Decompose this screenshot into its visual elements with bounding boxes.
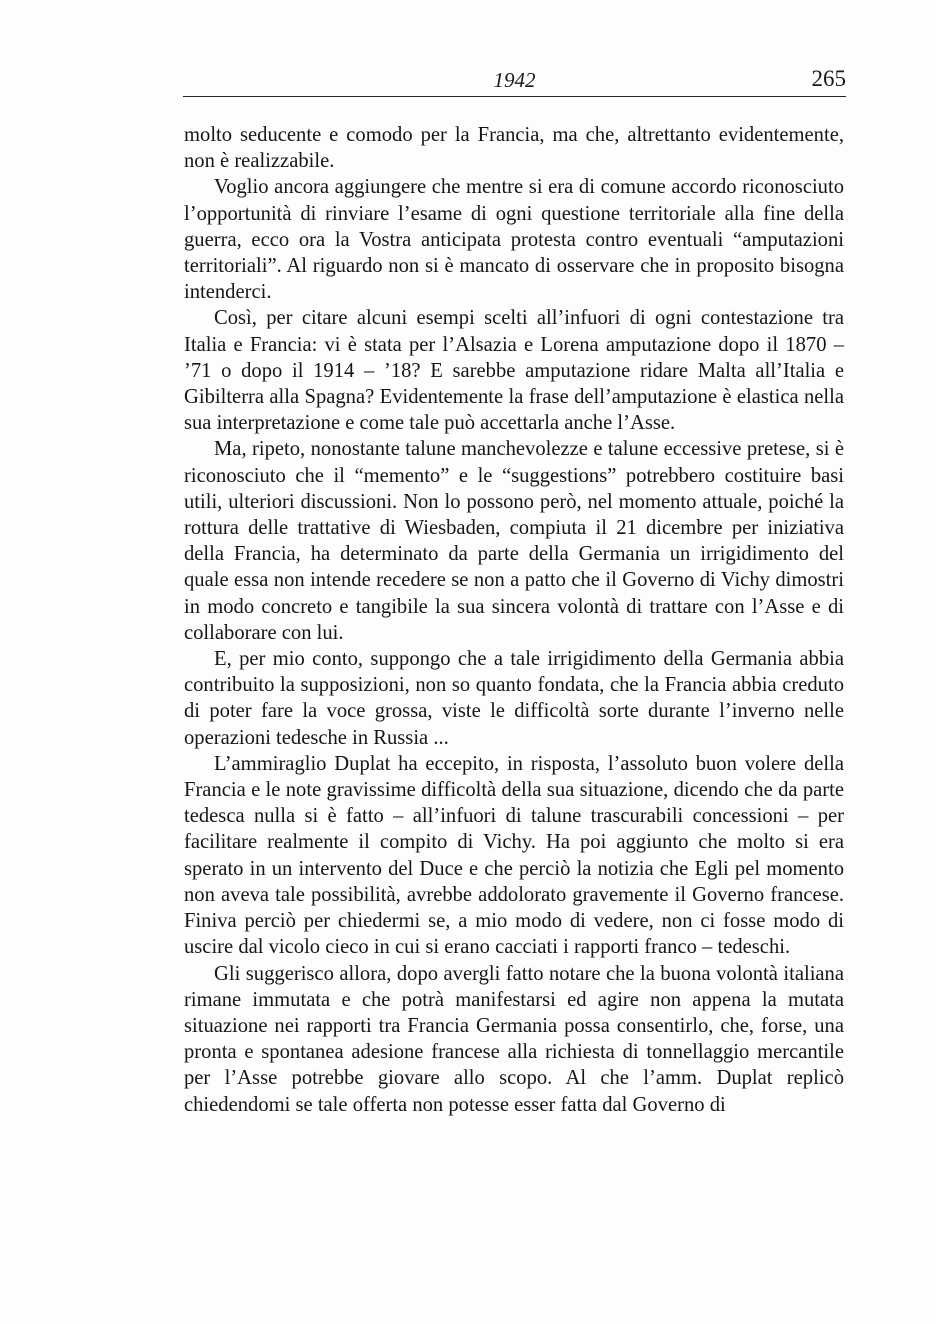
paragraph: Ma, ripeto, nonostante talune manchevolezze e talune eccessive pretese, si è riconosciuto che il “memento” e le “suggestions” potrebbero costituire basi utili, ulteriori discussioni. Non lo possono però, nel momento attuale, poiché la rottura delle trattative di Wiesbaden, compiuta il 21 dicembre per iniziativa della Francia, ha determinato da parte della Germania un irrigidimento del quale essa non intende recedere se non a patto che il Governo di Vichy dimostri in modo concreto e tangibile la sua sincera volontà di trattare con l’Asse e di collaborare con lui. — [184, 438, 844, 644]
page-header — [183, 62, 846, 97]
page-number: 265 — [811, 66, 846, 91]
paragraph: Gli suggerisco allora, dopo avergli fatto notare che la buona volontà italiana rimane immutata e che potrà manifestarsi ed agire non appena la mutata situazione nei rapporti tra Francia Germania possa consentirlo, che, forse, una pronta e spontanea adesione francese alla richiesta di tonnellaggio mercantile per l’Asse potrebbe giovare allo scopo. Al che l’amm. Duplat replicò chiedendomi se tale offerta non potesse esser fatta dal Governo di — [184, 962, 844, 1116]
running-head-year: 1942 — [493, 68, 536, 92]
paragraph: L’ammiraglio Duplat ha eccepito, in risposta, l’assoluto buon volere della Francia e le note gravissime difficoltà della sua situazione, dicendo che da parte tedesca nulla si è fatto – all’infuori di talune trascurabili concessioni – per facilitare realmente il compito di Vichy. Ha poi aggiunto che molto si era sperato in un intervento del Duce e che perciò la notizia che Egli pel momento non aveva tale possibilità, avrebbe addolorato gravemente il Governo francese. Finiva perciò per chiedermi se, a mio modo di vedere, non ci fosse modo di uscire dal vicolo cieco in cui si erano cacciati i rapporti franco – tedeschi. — [184, 752, 844, 959]
paragraph: E, per mio conto, suppongo che a tale irrigidimento della Germania abbia contribuito la supposizioni, non so quanto fondata, che la Francia abbia creduto di poter fare la voce grossa, viste le difficoltà sorte durante l’inverno nelle operazioni tedesche in Russia ... — [184, 648, 844, 749]
body-text — [184, 122, 844, 1118]
paragraph: Così, per citare alcuni esempi scelti all’infuori di ogni contestazione tra Italia e Francia: vi è stata per l’Alsazia e Lorena amputazione dopo il 1870 – ’71 o dopo il 1914 – ’18? E sarebbe amputazione ridare Malta all’Italia e Gibilterra alla Spagna? Evidentemente la frase dell’amputazione è elastica nella sua interpretazione e come tale può accettarla anche l’Asse. — [184, 307, 844, 435]
paragraph-continuation: molto seducente e comodo per la Francia, ma che, altrettanto evidentemente, non è realizzabile. — [184, 124, 844, 173]
paragraph: Voglio ancora aggiungere che mentre si era di comune accordo riconosciuto l’opportunità di rinviare l’esame di ogni questione territoriale alla fine della guerra, ecco ora la Vostra anticipata protesta contro eventuali “amputazioni territoriali”. Al riguardo non si è mancato di osservare che in proposito bisogna intenderci. — [184, 176, 844, 304]
